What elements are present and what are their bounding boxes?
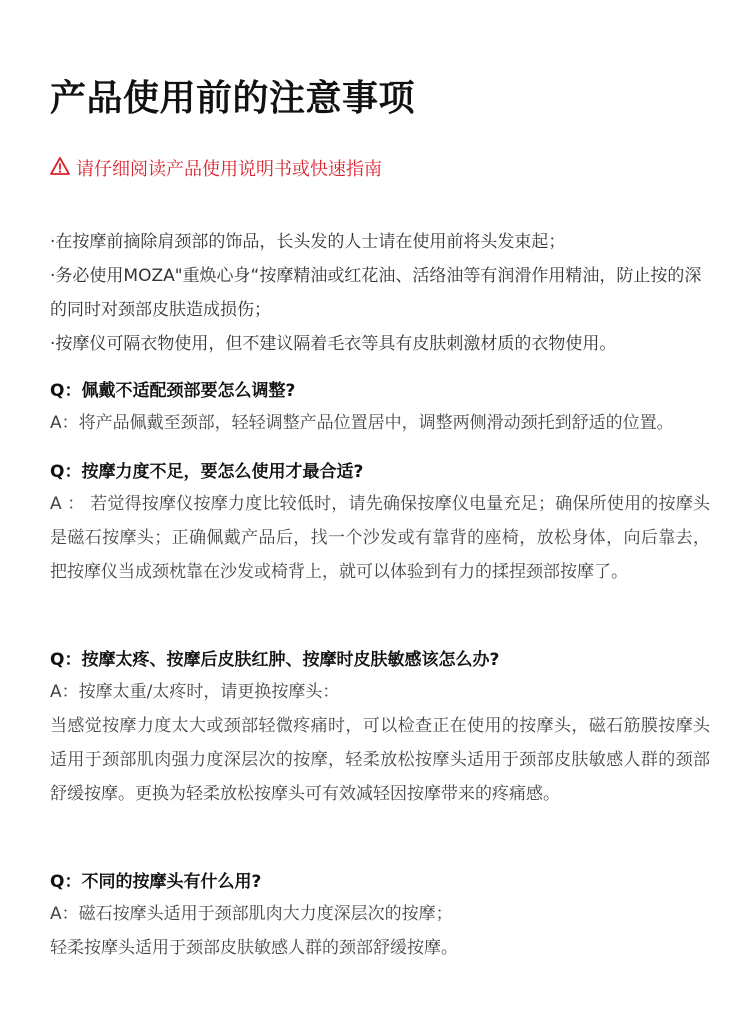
faq-question: Q：按摩力度不足，要怎么使用才最合适? xyxy=(50,462,364,482)
faq-item xyxy=(50,459,710,589)
warning-triangle-icon xyxy=(50,156,76,181)
faq-answer xyxy=(50,675,710,811)
faq-answer-line: A ： 若觉得按摩仪按摩力度比较低时，请先确保按摩仪电量充足；确保所使用的按摩头是磁石按摩头；正确佩戴产品后，找一个沙发或有靠背的座椅，放松身体，向后靠去，把按摩仪当成颈枕靠在沙发或椅背上，就可以体验到有力的揉捏颈部按摩了。 xyxy=(50,494,710,582)
faq-answer xyxy=(50,897,710,965)
faq-answer xyxy=(50,487,710,589)
note-item: ·务必使用MOZA"重焕心身“按摩精油或红花油、活络油等有润滑作用精油，防止按的深的同时对颈部皮肤造成损伤； xyxy=(50,266,702,320)
faq-answer-line: A：磁石按摩头适用于颈部肌肉大力度深层次的按摩； xyxy=(50,904,453,924)
notes-list xyxy=(50,225,710,361)
faq-answer-line: 当感觉按摩力度太大或颈部轻微疼痛时，可以检查正在使用的按摩头，磁石筋膜按摩头适用于颈部肌肉强力度深层次的按摩，轻柔放松按摩头适用于颈部皮肤敏感人群的颈部舒缓按摩。更换为轻柔放松按摩头可有效减轻因按摩带来的疼痛感。 xyxy=(50,716,710,804)
faq-answer-line: 轻柔按摩头适用于颈部皮肤敏感人群的颈部舒缓按摩。 xyxy=(50,938,458,958)
faq-item xyxy=(50,647,710,811)
warning-banner xyxy=(50,155,382,181)
faq-answer xyxy=(50,406,710,440)
faq-answer-line: A：将产品佩戴至颈部，轻轻调整产品位置居中，调整两侧滑动颈托到舒适的位置。 xyxy=(50,413,674,433)
warning-text: 请仔细阅读产品使用说明书或快速指南 xyxy=(76,159,382,180)
note-item: ·在按摩前摘除肩颈部的饰品，长头发的人士请在使用前将头发束起； xyxy=(50,232,566,252)
faq-question: Q：佩戴不适配颈部要怎么调整? xyxy=(50,381,296,401)
faq-question: Q：按摩太疼、按摩后皮肤红肿、按摩时皮肤敏感该怎么办? xyxy=(50,650,500,670)
faq-question: Q：不同的按摩头有什么用? xyxy=(50,872,262,892)
page-title: 产品使用前的注意事项 xyxy=(50,78,416,119)
note-item: ·按摩仪可隔衣物使用，但不建议隔着毛衣等具有皮肤刺激材质的衣物使用。 xyxy=(50,334,617,354)
faq-answer-line: A：按摩太重/太疼时，请更换按摩头： xyxy=(50,682,340,702)
faq-item xyxy=(50,378,710,440)
faq-item xyxy=(50,869,710,965)
